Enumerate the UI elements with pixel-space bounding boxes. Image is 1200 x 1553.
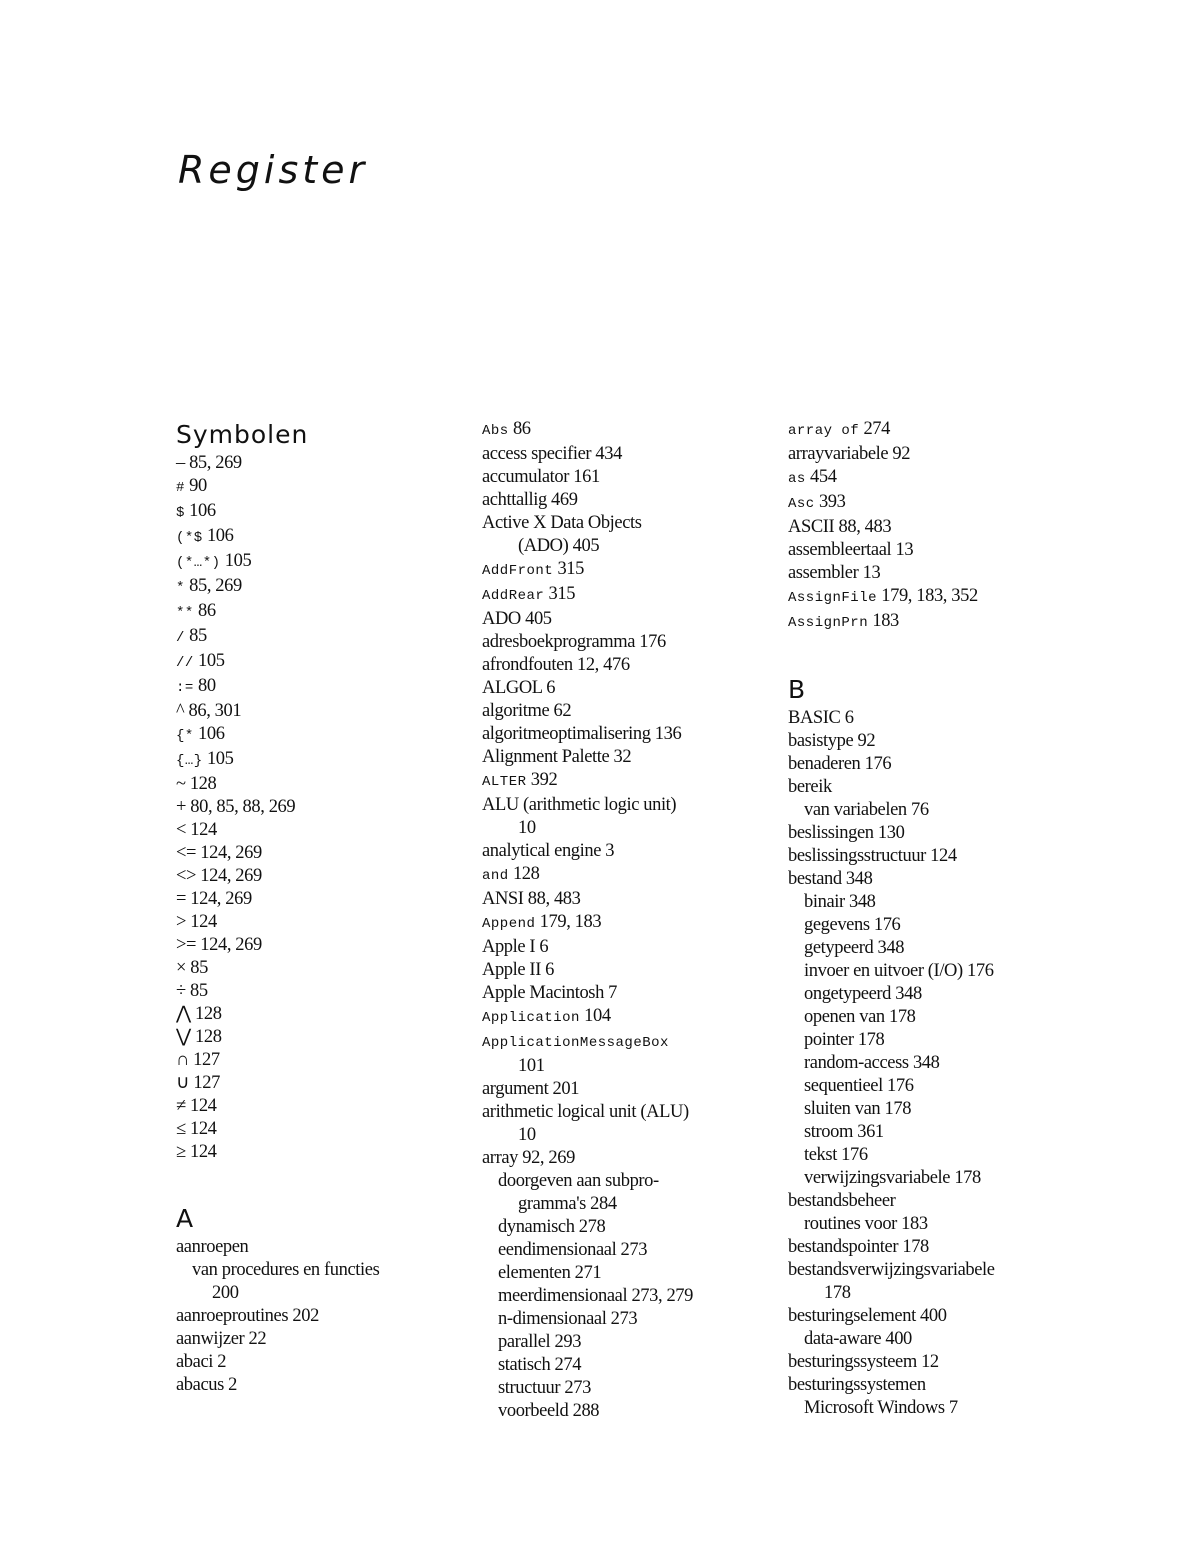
index-entry (482, 1216, 772, 1239)
index-entry (788, 466, 1088, 491)
index-entry (788, 610, 1088, 635)
index-entry (788, 891, 1088, 914)
symbol-entries (176, 452, 466, 1164)
index-entry (788, 914, 1088, 937)
index-entry-text: (ADO) 405 (518, 536, 600, 556)
index-entry (788, 1213, 1088, 1236)
index-entry-text: + 80, 85, 88, 269 (176, 797, 296, 817)
index-entry (788, 1075, 1088, 1098)
index-entry (482, 723, 772, 746)
index-entry (482, 1239, 772, 1262)
index-entry (176, 1118, 466, 1141)
index-entry-text: abaci 2 (176, 1352, 227, 1372)
index-entry (482, 608, 772, 631)
index-entry-text: assembler 13 (788, 563, 881, 583)
index-entry-text: afrondfouten 12, 476 (482, 655, 630, 675)
index-entry (788, 753, 1088, 776)
index-entry-text: >= 124, 269 (176, 935, 262, 955)
index-entry (482, 794, 772, 817)
index-entry (482, 418, 772, 443)
index-entry (176, 500, 466, 525)
index-entry-text: 90 (184, 476, 207, 496)
index-entry (788, 516, 1088, 539)
index-entry (788, 1282, 1088, 1305)
index-entry (176, 1026, 466, 1049)
index-entry-text: gramma's 284 (518, 1194, 617, 1214)
index-entry (482, 535, 772, 558)
index-entry (482, 677, 772, 700)
index-entry (788, 1006, 1088, 1029)
index-entry (482, 443, 772, 466)
index-entry (788, 1351, 1088, 1374)
index-entry-code: array of (788, 423, 860, 439)
index-entry-code: AddFront (482, 563, 554, 579)
index-entry (788, 868, 1088, 891)
index-entry (176, 980, 466, 1003)
index-entry (788, 983, 1088, 1006)
index-entry-text: abacus 2 (176, 1375, 238, 1395)
index-entry-text: 454 (805, 467, 837, 487)
index-entry-text: 10 (518, 1125, 536, 1145)
index-entry (176, 650, 466, 675)
index-entry (176, 1095, 466, 1118)
index-entry (482, 1400, 772, 1423)
index-entry-text: binair 348 (804, 892, 876, 912)
index-entry-text: adresboekprogramma 176 (482, 632, 666, 652)
index-entry-code: Application (482, 1010, 580, 1026)
index-entry-text: ≤ 124 (176, 1119, 217, 1139)
index-entry-text: 106 (193, 724, 225, 744)
index-entry (482, 512, 772, 535)
index-entry (482, 631, 772, 654)
index-entry-text: sluiten van 178 (804, 1099, 912, 1119)
index-entry-text: elementen 271 (498, 1263, 602, 1283)
index-entry-text: Apple I 6 (482, 937, 549, 957)
index-entry (482, 982, 772, 1005)
index-entry-text: 106 (184, 501, 216, 521)
index-entry-text: argument 201 (482, 1079, 580, 1099)
index-entry-text: van procedures en functies (192, 1260, 380, 1280)
index-entry (482, 1170, 772, 1193)
index-entry-text: arrayvariabele 92 (788, 444, 911, 464)
index-entry (482, 558, 772, 583)
index-entry (788, 960, 1088, 983)
index-entry-text: Active X Data Objects (482, 513, 642, 533)
index-column-1 (176, 418, 466, 1397)
index-entry-text: van variabelen 76 (804, 800, 929, 820)
index-entry-text: bereik (788, 777, 832, 797)
index-entry-text: basistype 92 (788, 731, 876, 751)
index-entry-text: Alignment Palette 32 (482, 747, 632, 767)
index-entry-text: Apple Macintosh 7 (482, 983, 618, 1003)
index-entry (482, 1005, 772, 1030)
index-entry-code: AssignFile (788, 590, 878, 606)
index-entry-text: <> 124, 269 (176, 866, 262, 886)
index-entry (176, 625, 466, 650)
index-entry-text: parallel 293 (498, 1332, 582, 1352)
index-entry (788, 443, 1088, 466)
index-entry-text: 10 (518, 818, 536, 838)
index-entry-code: Abs (482, 423, 509, 439)
index-entry (788, 1374, 1088, 1397)
index-entry-text: ADO 405 (482, 609, 552, 629)
index-entry-text: beslissingen 130 (788, 823, 905, 843)
index-entry (788, 1029, 1088, 1052)
section-heading-b: B (788, 675, 807, 704)
index-entry (788, 1259, 1088, 1282)
index-entry-text: routines voor 183 (804, 1214, 928, 1234)
index-entry (788, 1397, 1088, 1420)
index-entry (176, 1374, 466, 1397)
a-entries (176, 1236, 466, 1397)
index-entry (788, 1328, 1088, 1351)
index-entry-text: access specifier 434 (482, 444, 622, 464)
index-entry-text: stroom 361 (804, 1122, 884, 1142)
index-entry-text: 315 (544, 584, 576, 604)
index-entry (176, 796, 466, 819)
index-entry (176, 1328, 466, 1351)
index-entry (176, 1351, 466, 1374)
index-entry-text: 105 (202, 749, 234, 769)
index-entry (176, 700, 466, 723)
index-entry-text: assembleertaal 13 (788, 540, 914, 560)
index-entry-text: arithmetic logical unit (ALU) (482, 1102, 689, 1122)
index-entry-code: / (176, 630, 185, 646)
index-entry-text: doorgeven aan subpro- (498, 1171, 659, 1191)
index-entry (176, 1049, 466, 1072)
index-entry (176, 525, 466, 550)
index-entry (176, 723, 466, 748)
index-entry (176, 888, 466, 911)
index-entry (788, 1167, 1088, 1190)
index-entry (482, 1262, 772, 1285)
index-entry-text: 104 (579, 1006, 611, 1026)
a-entries-end (788, 418, 1088, 635)
index-entry-text: ~ 128 (176, 774, 217, 794)
index-entry (482, 583, 772, 608)
index-entry (788, 1098, 1088, 1121)
index-entry-text: ⋁ 128 (176, 1027, 222, 1047)
index-entry-text: aanroepen (176, 1237, 249, 1257)
index-entry-text: 105 (220, 551, 252, 571)
index-column-2 (482, 418, 772, 1423)
index-entry-text: 183 (868, 611, 899, 631)
index-entry-text: dynamisch 278 (498, 1217, 606, 1237)
index-entry-text: ongetypeerd 348 (804, 984, 922, 1004)
index-entry (482, 1030, 772, 1055)
index-entry-text: data-aware 400 (804, 1329, 912, 1349)
index-entry-code: # (176, 480, 185, 496)
index-entry-code: ApplicationMessageBox (482, 1035, 669, 1051)
index-entry (788, 491, 1088, 516)
index-entry (788, 1190, 1088, 1213)
index-entry (176, 1282, 466, 1305)
index-entry (788, 845, 1088, 868)
index-entry-text: getypeerd 348 (804, 938, 905, 958)
index-entry-text: bestandsverwijzingsvariabele (788, 1260, 995, 1280)
index-entry-text: 393 (814, 492, 846, 512)
index-entry-text: 85, 269 (184, 576, 242, 596)
index-entry (482, 489, 772, 512)
index-entry (176, 934, 466, 957)
index-entry-text: besturingssysteem 12 (788, 1352, 939, 1372)
index-entry-text: < 124 (176, 820, 217, 840)
index-entry-text: gegevens 176 (804, 915, 901, 935)
index-entry (176, 819, 466, 842)
index-entry-code: AddRear (482, 588, 545, 604)
index-entry (788, 707, 1088, 730)
index-entry-text: besturingssystemen (788, 1375, 926, 1395)
index-entry (482, 1354, 772, 1377)
index-entry (482, 1078, 772, 1101)
index-entry-text: ANSI 88, 483 (482, 889, 581, 909)
index-entry (788, 1121, 1088, 1144)
index-entry-text: BASIC 6 (788, 708, 854, 728)
index-entry-text: ∪ 127 (176, 1073, 220, 1093)
index-entry-text: statisch 274 (498, 1355, 582, 1375)
index-entry (482, 746, 772, 769)
index-entry-text: aanroeproutines 202 (176, 1306, 319, 1326)
index-entry-text: tekst 176 (804, 1145, 868, 1165)
b-entries (788, 707, 1088, 1420)
index-entry-text: accumulator 161 (482, 467, 600, 487)
index-entry (788, 562, 1088, 585)
index-entry-text: 101 (518, 1056, 545, 1076)
index-entry (176, 452, 466, 475)
index-entry (176, 748, 466, 773)
index-entry-text: 274 (859, 419, 890, 439)
index-entry-code: * (176, 580, 185, 596)
index-entry (788, 418, 1088, 443)
index-entry (482, 817, 772, 840)
index-entry-text: 392 (526, 770, 558, 790)
index-entry (482, 1193, 772, 1216)
index-entry-text: benaderen 176 (788, 754, 892, 774)
index-entry-text: ≠ 124 (176, 1096, 217, 1116)
index-entry-text: algoritmeoptimalisering 136 (482, 724, 682, 744)
index-entry-code: {…} (176, 753, 203, 769)
page-title: Register (178, 148, 369, 192)
index-entry (788, 776, 1088, 799)
index-entry-text: 106 (202, 526, 234, 546)
index-entry-text: ÷ 85 (176, 981, 208, 1001)
index-entry-code: Asc (788, 496, 815, 512)
index-entry-text: array 92, 269 (482, 1148, 575, 1168)
index-entry-code: AssignPrn (788, 615, 869, 631)
section-heading-symbols: Symbolen (176, 420, 309, 449)
index-entry-code: (*…*) (176, 555, 221, 571)
index-entry (176, 773, 466, 796)
index-entry-code: and (482, 868, 509, 884)
index-entry-text: ∩ 127 (176, 1050, 220, 1070)
index-entry (788, 539, 1088, 562)
index-entry (176, 1259, 466, 1282)
index-entry (482, 769, 772, 794)
index-entry-text: invoer en uitvoer (I/O) 176 (804, 961, 994, 981)
index-entry (788, 1305, 1088, 1328)
index-entry (176, 1072, 466, 1095)
index-entry (176, 575, 466, 600)
index-entry (788, 799, 1088, 822)
index-entry-text: beslissingsstructuur 124 (788, 846, 957, 866)
index-entry-text: 80 (193, 676, 216, 696)
index-entry-text: bestand 348 (788, 869, 873, 889)
index-entry (482, 1055, 772, 1078)
index-entry-code: ** (176, 605, 194, 621)
index-entry (482, 936, 772, 959)
index-entry-code: $ (176, 505, 185, 521)
index-entry-text: 86 (193, 601, 216, 621)
index-entry-text: 178 (824, 1283, 851, 1303)
index-entry-text: achttallig 469 (482, 490, 578, 510)
index-entry (482, 1331, 772, 1354)
index-entry-text: <= 124, 269 (176, 843, 262, 863)
index-entry-text: 105 (193, 651, 225, 671)
index-entry-text: 179, 183 (535, 912, 602, 932)
index-entry-code: as (788, 471, 806, 487)
index-entry (482, 840, 772, 863)
index-entry-text: ALU (arithmetic logic unit) (482, 795, 677, 815)
index-entry-text: meerdimensionaal 273, 279 (498, 1286, 693, 1306)
index-entry-text: ASCII 88, 483 (788, 517, 892, 537)
index-entry-text: ≥ 124 (176, 1142, 217, 1162)
index-entry-text: aanwijzer 22 (176, 1329, 267, 1349)
index-entry (176, 475, 466, 500)
index-entry-text: verwijzingsvariabele 178 (804, 1168, 981, 1188)
index-entry (788, 1236, 1088, 1259)
index-entry-text: 200 (212, 1283, 239, 1303)
index-entry-text: – 85, 269 (176, 453, 242, 473)
index-entry (482, 654, 772, 677)
index-entry (482, 1285, 772, 1308)
index-entry (482, 863, 772, 888)
index-entry (482, 466, 772, 489)
index-entry-text: besturingselement 400 (788, 1306, 947, 1326)
index-entry-text: bestandsbeheer (788, 1191, 896, 1211)
index-entry (176, 550, 466, 575)
index-entry (482, 1101, 772, 1124)
index-entry (788, 822, 1088, 845)
index-entry-text: sequentieel 176 (804, 1076, 914, 1096)
index-entry-code: Append (482, 916, 536, 932)
index-entry (788, 937, 1088, 960)
index-entry-text: bestandspointer 178 (788, 1237, 929, 1257)
index-entry-text: pointer 178 (804, 1030, 885, 1050)
index-entry-code: // (176, 655, 194, 671)
index-entry (176, 600, 466, 625)
index-entry-text: = 124, 269 (176, 889, 252, 909)
index-entry-text: analytical engine 3 (482, 841, 615, 861)
index-entry-code: ALTER (482, 774, 527, 790)
index-entry (482, 1377, 772, 1400)
index-entry-code: := (176, 680, 194, 696)
index-entry-text: ^ 86, 301 (176, 701, 242, 721)
index-entry-code: {* (176, 728, 194, 744)
index-entry-text: 315 (553, 559, 584, 579)
index-entry (482, 959, 772, 982)
index-entry-text: 128 (508, 864, 540, 884)
index-entry (176, 911, 466, 934)
index-entry-text: n-dimensionaal 273 (498, 1309, 638, 1329)
index-entry (788, 585, 1088, 610)
index-entry (176, 957, 466, 980)
index-entry (482, 1124, 772, 1147)
index-entry-text: × 85 (176, 958, 208, 978)
index-entry (176, 675, 466, 700)
index-entry (788, 1144, 1088, 1167)
a-entries-continued (482, 418, 772, 1423)
index-entry (176, 1003, 466, 1026)
index-entry-text: Microsoft Windows 7 (804, 1398, 958, 1418)
index-entry-text: 86 (508, 419, 531, 439)
index-entry-text: eendimensionaal 273 (498, 1240, 648, 1260)
index-entry (482, 1308, 772, 1331)
index-entry (788, 730, 1088, 753)
index-entry-text: Apple II 6 (482, 960, 555, 980)
index-entry-text: random-access 348 (804, 1053, 940, 1073)
index-entry-text: 179, 183, 352 (877, 586, 978, 606)
section-heading-a: A (176, 1204, 195, 1233)
index-entry (482, 911, 772, 936)
index-entry-text: structuur 273 (498, 1378, 591, 1398)
index-entry-code: (*$ (176, 530, 203, 546)
index-column-3 (788, 418, 1088, 1420)
index-entry-text: > 124 (176, 912, 217, 932)
index-entry-text: algoritme 62 (482, 701, 572, 721)
index-entry (176, 1305, 466, 1328)
index-entry (482, 1147, 772, 1170)
index-entry (176, 1236, 466, 1259)
index-entry-text: ALGOL 6 (482, 678, 556, 698)
index-entry-text: openen van 178 (804, 1007, 916, 1027)
index-entry (176, 1141, 466, 1164)
index-entry-text: voorbeeld 288 (498, 1401, 600, 1421)
index-entry (482, 700, 772, 723)
index-entry (176, 865, 466, 888)
index-entry (176, 842, 466, 865)
index-entry (788, 1052, 1088, 1075)
index-entry-text: 85 (184, 626, 207, 646)
index-entry-text: ⋀ 128 (176, 1004, 222, 1024)
index-entry (482, 888, 772, 911)
